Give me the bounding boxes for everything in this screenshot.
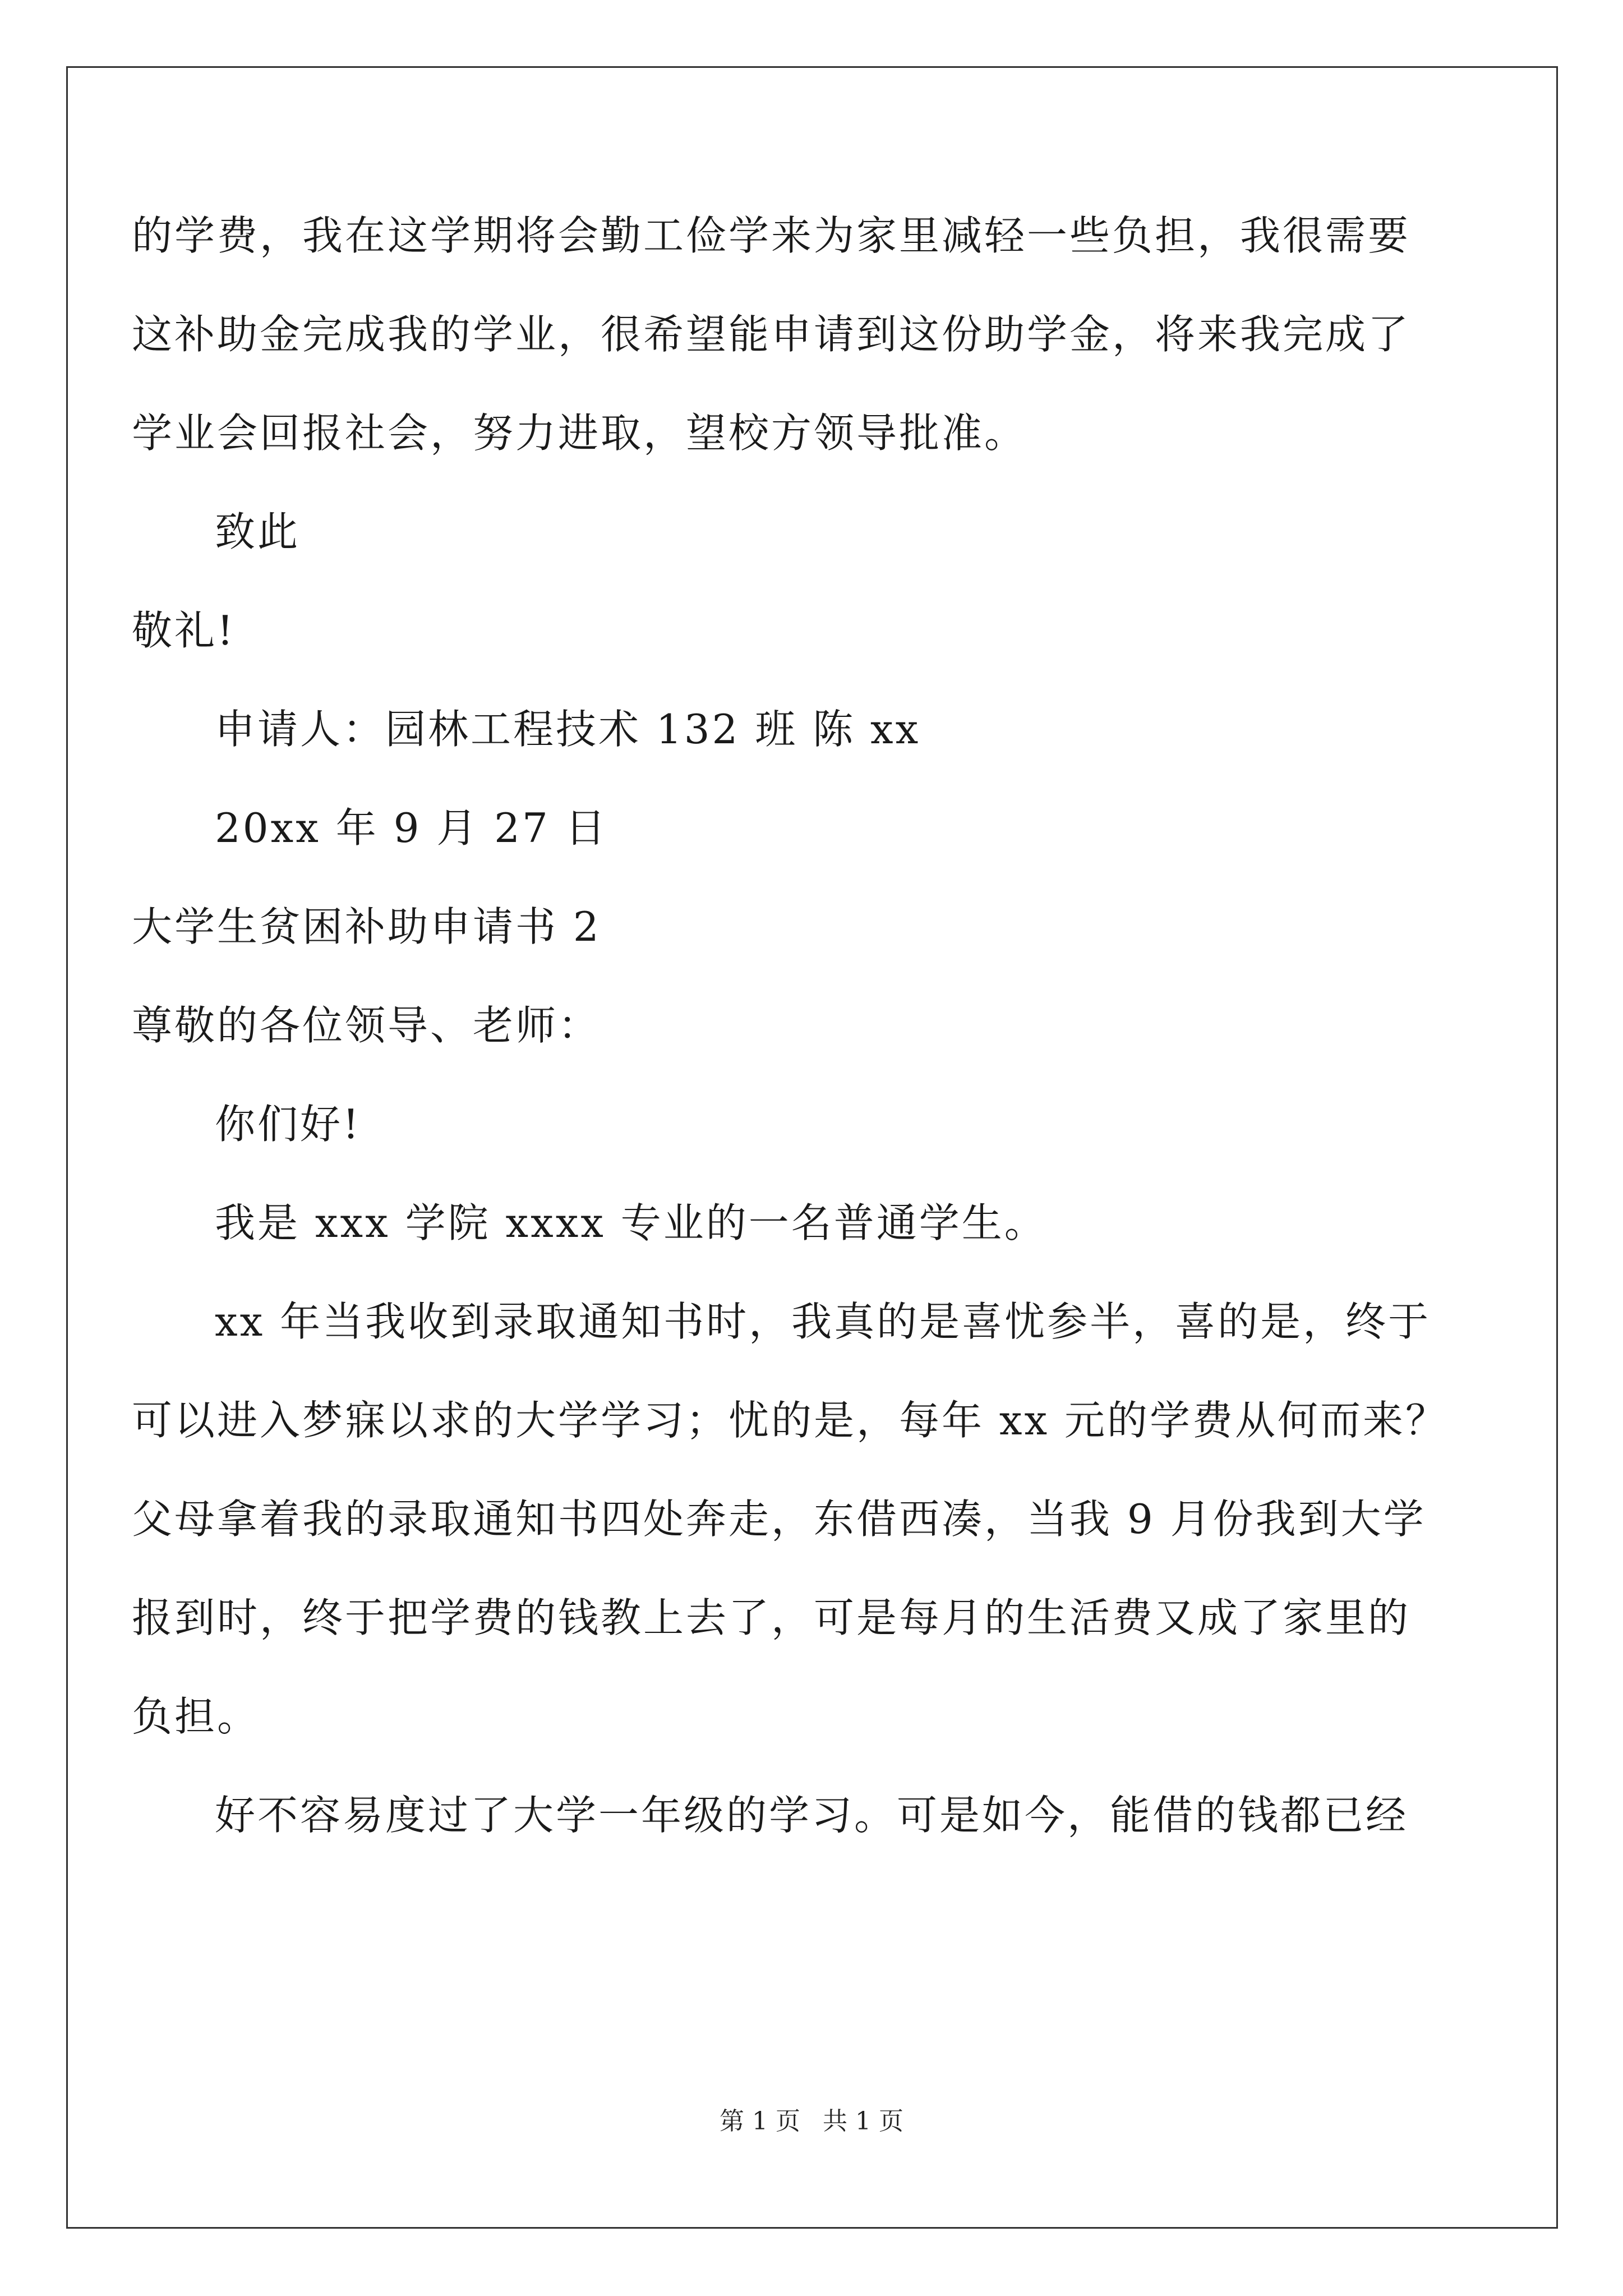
paragraph-line: 好不容易度过了大学一年级的学习。可是如今，能借的钱都已经 <box>215 1792 1409 1839</box>
paragraph-line: 负担。 <box>132 1693 260 1740</box>
closing-phrase: 致此 <box>215 508 301 555</box>
date-line: 20xx 年 9 月 27 日 <box>215 804 608 852</box>
paragraph-line: 学业会回报社会，努力进取，望校方领导批准。 <box>132 409 1027 457</box>
page-total: 共 1 页 <box>823 2107 903 2136</box>
paragraph-line: 这补助金完成我的学业，很希望能申请到这份助学金，将来我完成了 <box>132 311 1411 358</box>
page-number: 第 1 页 <box>720 2107 800 2136</box>
greeting-hello: 你们好! <box>215 1101 361 1148</box>
paragraph-line: 报到时，终于把学费的钱教上去了，可是每月的生活费又成了家里的 <box>132 1594 1411 1641</box>
section-title: 大学生贫困补助申请书 2 <box>132 903 601 950</box>
paragraph-line: 可以进入梦寐以求的大学学习；忧的是，每年 xx 元的学费从何而来？ <box>132 1397 1448 1444</box>
greeting-recipients: 尊敬的各位领导、老师： <box>132 1002 601 1049</box>
applicant-signature: 申请人：园林工程技术 132 班 陈 xx <box>215 706 921 753</box>
paragraph-line: 的学费，我在这学期将会勤工俭学来为家里减轻一些负担，我很需要 <box>132 212 1411 259</box>
paragraph-line: 父母拿着我的录取通知书四处奔走，东借西凑，当我 9 月份我到大学 <box>132 1496 1426 1543</box>
paragraph-line: 我是 xxx 学院 xxxx 专业的一名普通学生。 <box>215 1199 1047 1246</box>
page-footer <box>0 2105 1623 2138</box>
paragraph-line: xx 年当我收到录取通知书时，我真的是喜忧参半，喜的是，终于 <box>215 1298 1431 1345</box>
salutation: 敬礼! <box>132 607 236 654</box>
